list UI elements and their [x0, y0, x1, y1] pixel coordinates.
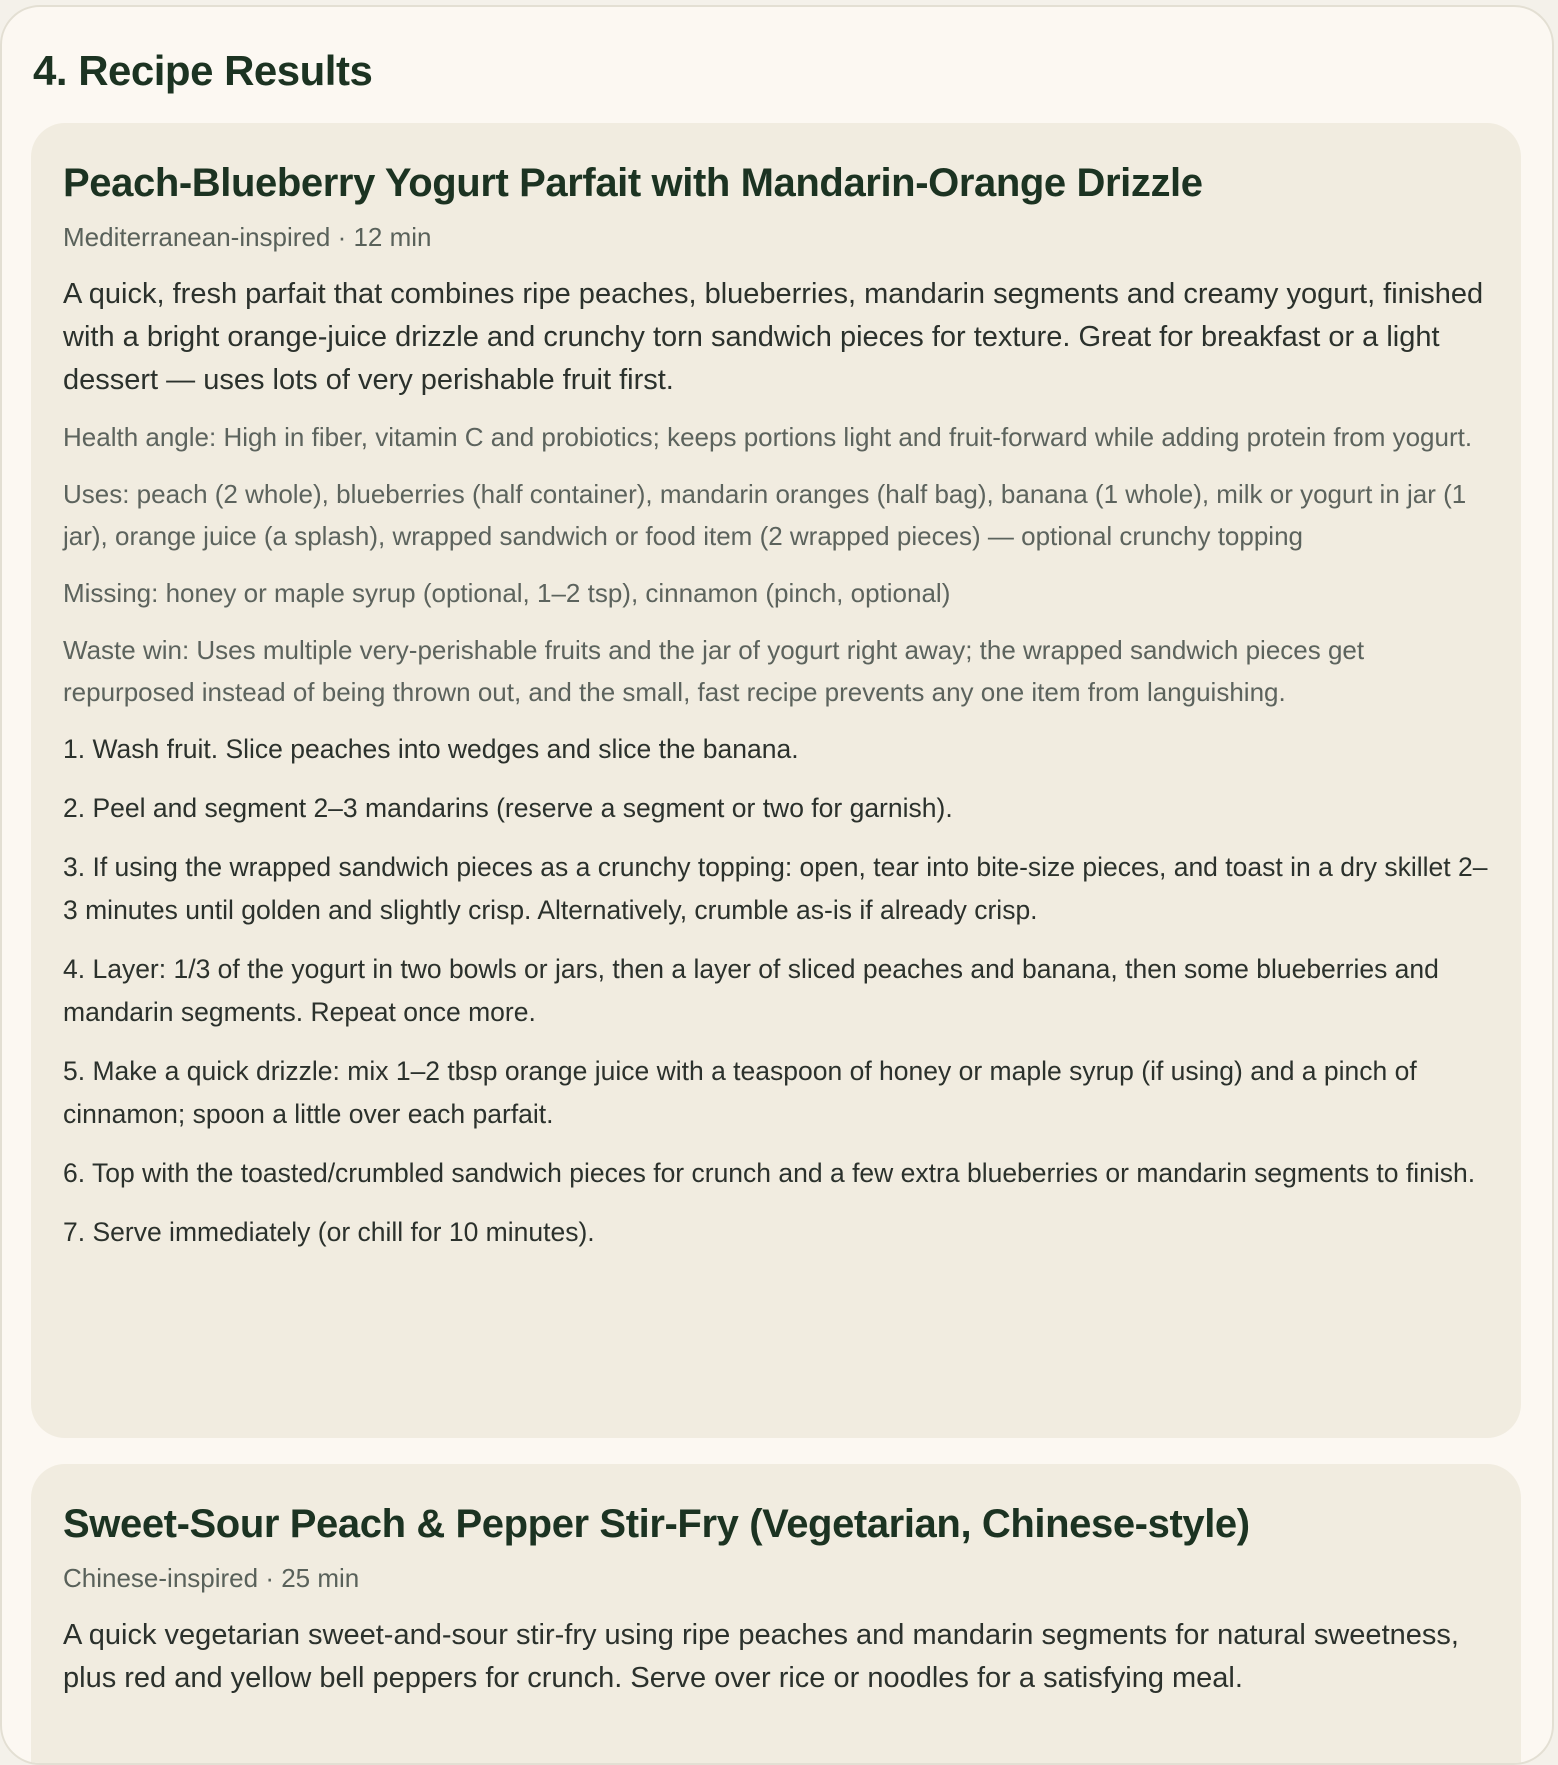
recipe-step: 3. If using the wrapped sandwich pieces as a crunchy topping: open, tear into bite-size pieces, and toast in a dry skillet 2–3 minutes until golden and slightly crisp. Alternatively, crumble as-is if already crisp.: [63, 851, 1488, 925]
section-title: 4. Recipe Results: [33, 47, 373, 94]
recipe-card: [31, 123, 1521, 1438]
recipe-meta: Chinese-inspired · 25 min: [63, 1563, 360, 1593]
recipe-title: Peach-Blueberry Yogurt Parfait with Mandarin-Orange Drizzle: [63, 161, 1203, 205]
recipe-step: 5. Make a quick drizzle: mix 1–2 tbsp orange juice with a teaspoon of honey or maple syrup (if using) and a pinch of cinnamon; spoon a little over each parfait.: [63, 1055, 1417, 1129]
recipe-waste-win: Waste win: Uses multiple very-perishable fruits and the jar of yogurt right away; the wrapped sandwich pieces get repurposed instead of being thrown out, and the small, fast recipe prevents any one item from languishing.: [63, 634, 1365, 707]
recipe-meta: Mediterranean-inspired · 12 min: [63, 222, 432, 252]
recipe-description: A quick vegetarian sweet-and-sour stir-fry using ripe peaches and mandarin segments for natural sweetness, plus red and yellow bell peppers for crunch. Serve over rice or noodles for a satisfying meal.: [63, 1618, 1459, 1694]
recipe-step: 2. Peel and segment 2–3 mandarins (reserve a segment or two for garnish).: [63, 792, 953, 823]
recipe-missing: Missing: honey or maple syrup (optional, 1–2 tsp), cinnamon (pinch, optional): [63, 577, 951, 608]
recipe-step: 4. Layer: 1/3 of the yogurt in two bowls or jars, then a layer of sliced peaches and banana, then some blueberries and mandarin segments. Repeat once more.: [63, 953, 1439, 1027]
recipe-uses: Uses: peach (2 whole), blueberries (half container), mandarin oranges (half bag), banana (1 whole), milk or yogurt in jar (1 jar), orange juice (a splash), wrapped sandwich or food item (2 wrapped pieces) — optional crunchy topping: [63, 478, 1467, 551]
recipe-step: 7. Serve immediately (or chill for 10 minutes).: [63, 1216, 595, 1247]
recipe-title: Sweet-Sour Peach & Pepper Stir-Fry (Vegetarian, Chinese-style): [63, 1502, 1250, 1546]
recipe-steps: [63, 728, 1489, 1254]
recipe-step: 6. Top with the toasted/crumbled sandwich pieces for crunch and a few extra blueberries or mandarin segments to finish.: [63, 1157, 1476, 1188]
recipe-results-panel: [0, 5, 1554, 1765]
recipe-health-angle: Health angle: High in fiber, vitamin C and probiotics; keeps portions light and fruit-forward while adding protein from yogurt.: [63, 421, 1473, 452]
recipe-description: A quick, fresh parfait that combines ripe peaches, blueberries, mandarin segments and creamy yogurt, finished with a bright orange-juice drizzle and crunchy torn sandwich pieces for texture. Great for breakfast or a light dessert — uses lots of very perishable fruit first.: [63, 277, 1484, 396]
recipe-card: [31, 1464, 1521, 1765]
recipe-step: 1. Wash fruit. Slice peaches into wedges and slice the banana.: [63, 733, 799, 764]
